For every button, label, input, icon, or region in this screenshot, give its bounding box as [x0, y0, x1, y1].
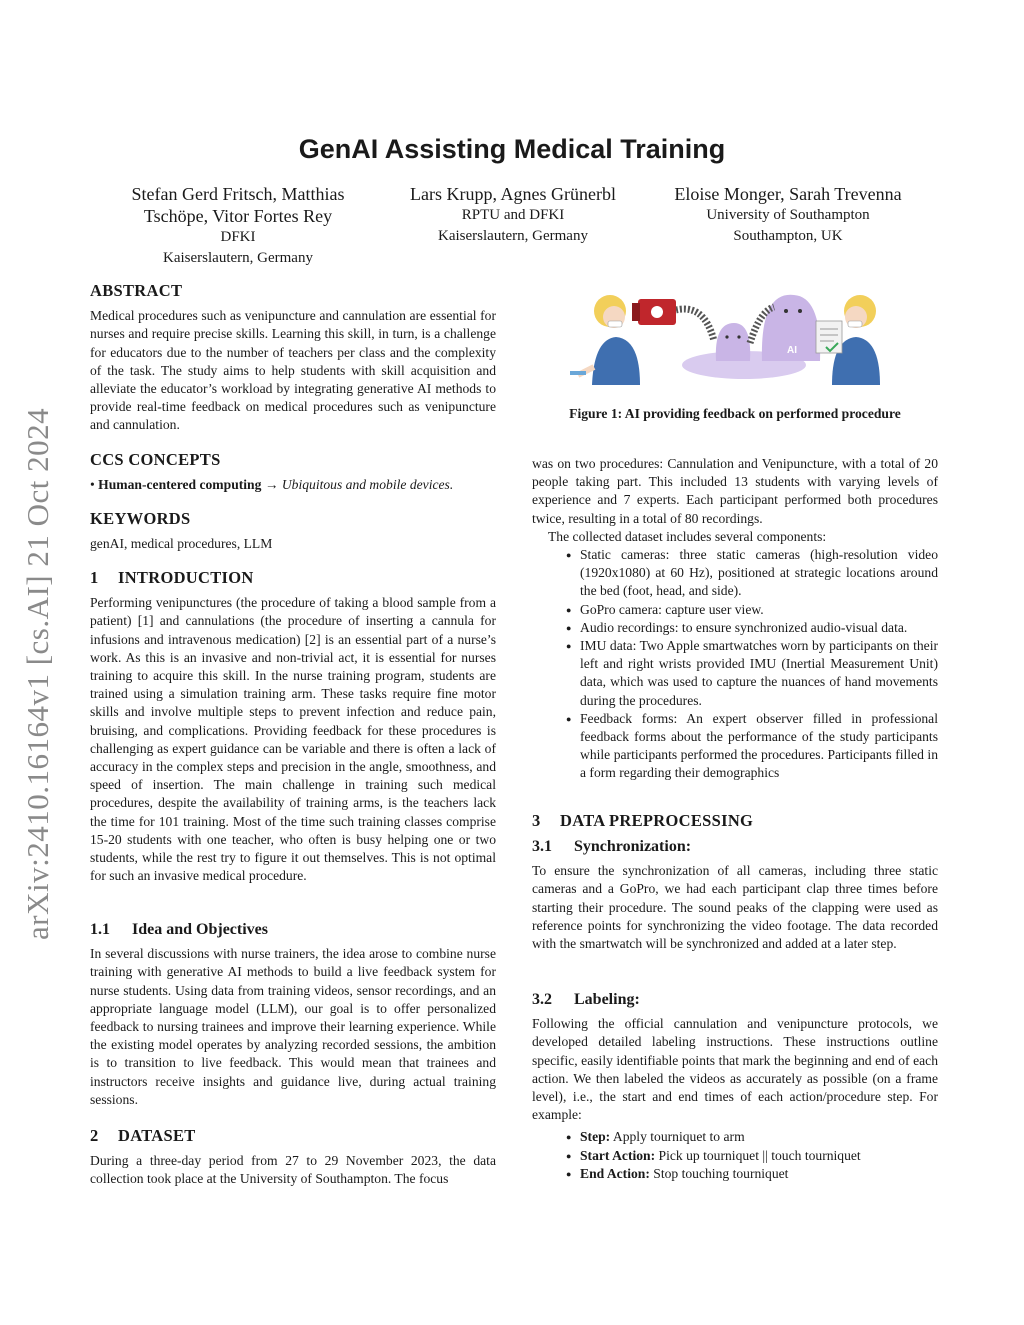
- section-heading: [90, 569, 496, 587]
- keywords-text: genAI, medical procedures, LLM: [90, 536, 273, 552]
- introduction-text: Performing venipunctures (the procedure of taking a blood sample from a patient) [1] and cannulations (the procedure of inserting a cannula for infusions and intravenous medication) [2] is an essential part of a nurse’s work. As this is an invasive and non-trivial act, it is essential for nurses training to acquire this skill. In the nurse training program, students are trained using a simulation training arm. These tasks require fine motor skills and involve multiple steps to prevent infection and reduce pain, bruising, and complications. Providing feedback for these procedures is challenging as expert guidance can be variable and there is often a lack of accuracy in the complex steps and precision in the angle, smoothness, and speed of insertion. The main challenge in training such medical procedures, despite the availability of training arms, is the teachers lack the time for 101 training. Most of the time such training classes comprise 15-20 students with one teacher, who often is busy helping one or two students, while the rest try to figure it out themselves. This is not optimal for such an invasive medical procedure.: [90, 595, 496, 884]
- arxiv-stamp[interactable]: arXiv:2410.16164v1 [cs.AI] 21 Oct 2024: [20, 407, 55, 940]
- list-item: ● Audio recordings: to ensure synchronized audio-visual data.: [580, 619, 938, 637]
- figure-illustration: [564, 281, 904, 385]
- feedback-form-icon: [816, 321, 842, 353]
- section-number: 1.1: [90, 921, 110, 938]
- item-text: Stop touching tourniquet: [653, 1165, 789, 1181]
- section-title: Labeling:: [574, 991, 640, 1008]
- left-column: [90, 282, 496, 435]
- list-item: [580, 1147, 938, 1165]
- section-title: Idea and Objectives: [132, 921, 268, 938]
- section-heading: CCS CONCEPTS: [90, 450, 221, 469]
- small-robot-eye: [737, 335, 740, 338]
- item-label: End Action:: [580, 1165, 650, 1181]
- section-title: DATASET: [118, 1126, 196, 1145]
- ccs-text: [90, 476, 496, 494]
- author-names: Stefan Gerd Fritsch, Matthias Tschöpe, Vitor Fortes Rey: [131, 184, 345, 226]
- preprocessing-section: [532, 812, 938, 837]
- author-location: Southampton, UK: [733, 228, 843, 244]
- camera-lens: [651, 306, 663, 318]
- small-robot-eye: [725, 335, 728, 338]
- abstract-text: Medical procedures such as venipuncture and cannulation are essential for nurses and require precise skills. Learning this skill, in turn, is a challenge for educators due to the number of teachers per class and the complexity of the task. The study aims to help students with skill acquisition and alleviate the educator’s workload by integrating generative AI methods to provide real-time feedback on medical procedures such as venipuncture and cannulation.: [90, 308, 496, 433]
- idea-section: [90, 921, 496, 1109]
- figure-caption: Figure 1: AI providing feedback on performed procedure: [569, 406, 901, 421]
- section-number: 1: [90, 568, 99, 587]
- author-affiliation: DFKI: [220, 229, 256, 245]
- ccs-bullet: •: [90, 477, 95, 493]
- author-location: Kaiserslautern, Germany: [163, 250, 313, 266]
- section-heading: ABSTRACT: [90, 281, 183, 300]
- subsection-heading: [532, 991, 938, 1009]
- author-names: Lars Krupp, Agnes Grünerbl: [410, 184, 616, 204]
- author-block-2: [383, 183, 643, 247]
- section-title: Synchronization:: [574, 838, 692, 855]
- abstract-section: [90, 282, 496, 435]
- section-number: 3.1: [532, 838, 552, 855]
- synchronization-section: [532, 838, 938, 953]
- arrow-icon: →: [264, 477, 279, 493]
- dataset-text-left: During a three-day period from 27 to 29 November 2023, the data collection took place at the University of Southampton. The focus: [90, 1153, 496, 1187]
- idea-text: In several discussions with nurse trainers, the idea arose to combine nurse training with generative AI methods to build a live feedback system for nurse students. Using data from training videos, sensor recordings, and an appropriate language model (LLM), our goal is to offer personalized feedback to nursing trainees and improve their learning experience. While the existing model operates by analyzing recorded sessions, the ambition is to transition to live feedback. This would mean that trainees and instructors receive insights and guidance live, during actual training sessions.: [90, 946, 496, 1107]
- author-location: Kaiserslautern, Germany: [438, 228, 588, 244]
- subsection-heading: [532, 838, 938, 856]
- item-label: Start Action:: [580, 1147, 656, 1163]
- robot-arm-left: [672, 309, 714, 341]
- ai-label: AI: [787, 345, 797, 356]
- list-item: ● Static cameras: three static cameras (high-resolution video (1920x1080) at 60 Hz), positioned at strategic locations around the bed (foot, head, and side).: [580, 546, 938, 601]
- introduction-section: [90, 569, 496, 885]
- section-heading: [532, 812, 938, 830]
- list-item: [580, 1165, 938, 1183]
- dataset-components-intro: The collected dataset includes several components:: [548, 528, 827, 544]
- author-affiliation: University of Southampton: [706, 207, 870, 223]
- item-text: Apply tourniquet to arm: [612, 1129, 745, 1145]
- ccs-section: [90, 451, 496, 494]
- labeling-text: Following the official cannulation and venipuncture protocols, we developed detailed labeling instructions. These instructions outline specific, easily identifiable points that mark the beginning and end of each action. We then labeled the videos as accurately as possible (on a frame level), i.e., the start and end times of each action/procedure step. For example:: [532, 1016, 938, 1123]
- list-item: [580, 1128, 938, 1146]
- section-number: 2: [90, 1126, 99, 1145]
- small-robot-body: [716, 323, 750, 361]
- section-title: DATA PREPROCESSING: [560, 811, 754, 830]
- author-block-3: [652, 183, 924, 247]
- list-item: ● GoPro camera: capture user view.: [580, 601, 938, 619]
- list-item: ● Feedback forms: An expert observer filled in professional feedback forms about the performance of the study participants while participants performed the procedures. Participants filled in a form regarding their demographics: [580, 710, 938, 783]
- ccs-subconcept: Ubiquitous and mobile devices.: [281, 477, 454, 493]
- section-heading: KEYWORDS: [90, 509, 191, 528]
- synchronization-text: To ensure the synchronization of all cameras, including three static cameras and a GoPro, we had each participant clap three times before starting their procedure. The sound peaks of the clapping were used as reference points for synchronizing the video footage. The data recorded with the smartwatch will be synchronized and added at a later step.: [532, 863, 938, 952]
- camera-grip: [632, 303, 640, 321]
- subsection-heading: [90, 921, 496, 939]
- author-block-1: [110, 183, 366, 269]
- item-text: Pick up tourniquet || touch tourniquet: [658, 1147, 861, 1163]
- dataset-continued: [532, 455, 938, 783]
- ccs-concept: Human-centered computing: [98, 477, 262, 493]
- list-item: ● IMU data: Two Apple smartwatches worn by participants on their left and right wrists provided IMU (Inertial Measurement Unit) data, which was used to capture the nuances of hand movements during the procedures.: [580, 637, 938, 710]
- nurse-shirt-left: [592, 337, 640, 385]
- dataset-section: [90, 1127, 496, 1189]
- keywords-section: [90, 510, 496, 553]
- dataset-text-right: was on two procedures: Cannulation and Venipuncture, with a total of 20 people taking part. This included 13 students with varying levels of experience and 7 experts. Each participant performed both procedures twice, resulting in a total of 80 recordings.: [532, 456, 938, 526]
- section-number: 3: [532, 811, 541, 830]
- paper-title: GenAI Assisting Medical Training: [298, 134, 726, 164]
- author-affiliation: RPTU and DFKI: [461, 207, 565, 223]
- robot-eye-left: [784, 309, 788, 313]
- syringe-icon: [570, 371, 586, 375]
- labeling-example-list: [532, 1128, 938, 1183]
- mask-right: [848, 321, 862, 327]
- section-number: 3.2: [532, 991, 552, 1008]
- section-heading: [90, 1127, 496, 1145]
- mask-left: [608, 321, 622, 327]
- dataset-components-list: [532, 546, 938, 783]
- section-title: INTRODUCTION: [118, 568, 254, 587]
- item-label: Step:: [580, 1129, 611, 1145]
- robot-eye-right: [798, 309, 802, 313]
- author-names: Eloise Monger, Sarah Trevenna: [674, 184, 902, 204]
- labeling-section: [532, 991, 938, 1183]
